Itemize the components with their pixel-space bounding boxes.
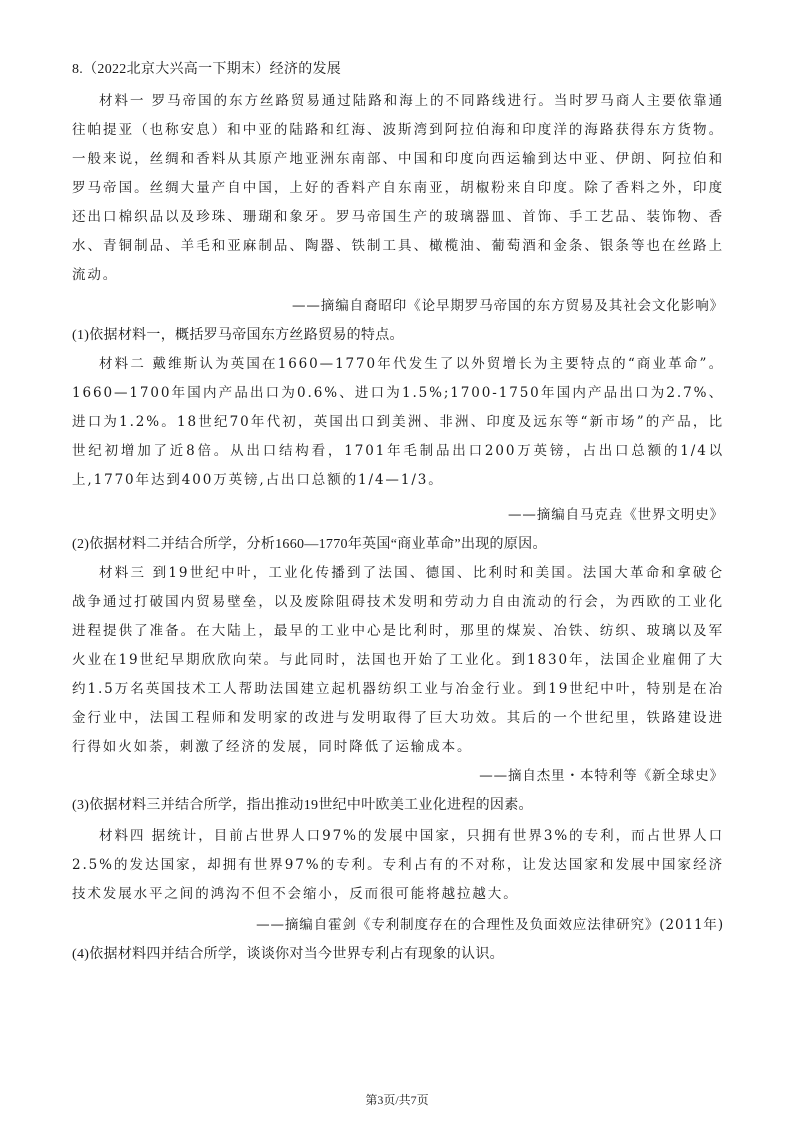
question-title: 8.（2022北京大兴高一下期末）经济的发展	[72, 62, 342, 77]
question-block	[72, 58, 724, 969]
sub-question-2: (2)依据材料二并结合所学，分析1660—1770年英国“商业革命”出现的原因。	[72, 537, 547, 552]
material-2-source: ——摘编自马克垚《世界文明史》	[508, 507, 724, 523]
material-3-source: ——摘自杰里・本特利等《新全球史》	[479, 768, 724, 784]
page-number: 第3页/共7页	[365, 1093, 429, 1107]
material-4-text: 材料四 据统计，目前占世界人口97%的发展中国家，只拥有世界3%的专利，而占世界人口2.5%的发达国家，却拥有世界97%的专利。专利占有的不对称，让发达国家和发展中国家经济技术发展水平之间的鸿沟不但不会缩小，反而很可能将越拉越大。	[72, 828, 724, 902]
sub-question-3: (3)依据材料三并结合所学，指出推动19世纪中叶欧美工业化进程的因素。	[72, 798, 533, 813]
sub-question-1: (1)依据材料一，概括罗马帝国东方丝路贸易的特点。	[72, 328, 404, 343]
material-2-text: 材料二 戴维斯认为英国在1660—1770年代发生了以外贸增长为主要特点的“商业革命”。1660—1700年国内产品出口为0.6%、进口为1.5%;1700-1750年国内产品出口为2.7%、进口为1.2%。18世纪70年代初，英国出口到美洲、非洲、印度及远东等“新市场”的产品，比世纪初增加了近8倍。从出口结构看，1701年毛制品出口200万英镑，占出口总额的1/4以上,1770年达到400万英镑,占出口总额的1/4—1/3。	[72, 356, 724, 488]
material-1-source: ——摘编自裔昭印《论早期罗马帝国的东方贸易及其社会文化影响》	[292, 298, 724, 314]
material-4-source: ——摘编自霍剑《专利制度存在的合理性及负面效应法律研究》(2011年)	[256, 917, 724, 933]
material-1-text: 材料一 罗马帝国的东方丝路贸易通过陆路和海上的不同路线进行。当时罗马商人主要依靠通往帕提亚（也称安息）和中亚的陆路和红海、波斯湾到阿拉伯海和印度洋的海路获得东方货物。一般来说，丝绸和香料从其原产地亚洲东南部、中国和印度向西运输到达中亚、伊朗、阿拉伯和罗马帝国。丝绸大量产自中国，上好的香料产自东南亚，胡椒粉来自印度。除了香料之外，印度还出口棉织品以及珍珠、珊瑚和象牙。罗马帝国生产的玻璃器皿、首饰、手工艺品、装饰物、香水、青铜制品、羊毛和亚麻制品、陶器、铁制工具、橄榄油、葡萄酒和金条、银条等也在丝路上流动。	[72, 93, 724, 283]
material-3-text: 材料三 到19世纪中叶，工业化传播到了法国、德国、比利时和美国。法国大革命和拿破仑战争通过打破国内贸易壁垒，以及废除阻碍技术发明和劳动力自由流动的行会，为西欧的工业化进程提供了准备。在大陆上，最早的工业中心是比利时，那里的煤炭、冶铁、纺织、玻璃以及军火业在19世纪早期欣欣向荣。与此同时，法国也开始了工业化。到1830年，法国企业雇佣了大约1.5万名英国技术工人帮助法国建立起机器纺织工业与冶金行业。到19世纪中叶，特别是在冶金行业中，法国工程师和发明家的改进与发明取得了巨大功效。其后的一个世纪里，铁路建设进行得如火如荼，刺激了经济的发展，同时降低了运输成本。	[72, 565, 724, 755]
sub-question-4: (4)依据材料四并结合所学，谈谈你对当今世界专利占有现象的认识。	[72, 947, 504, 962]
